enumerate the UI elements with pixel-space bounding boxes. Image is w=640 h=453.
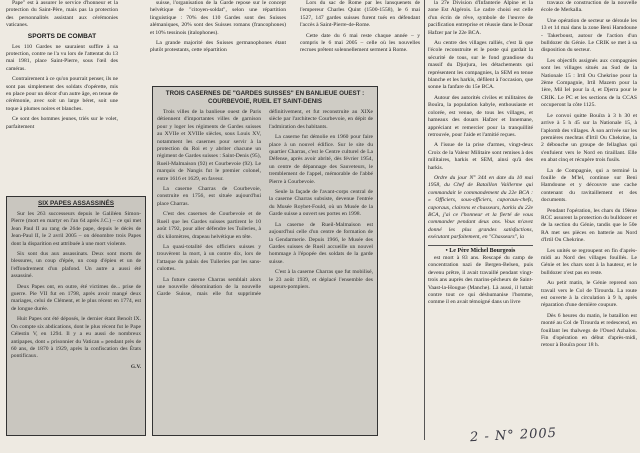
box-text: Seule la façade de l'avant-corps central de la caserne Charras subsiste, devenue l'entrée du Musée Roybet-Fould, où un Musée de la Garde suisse a ouvert ses portes en 1998.: [269, 189, 373, 218]
signature-initials: G.V.: [130, 363, 141, 370]
subheading-sports-de-combat: SPORTS DE COMBAT: [27, 32, 97, 40]
article-text: Au petit matin, le Génie reprend son travail vers le Col de Tirourda. La route est ouverte à la circulation à 9 h, après réparation d'une dernière coupure.: [541, 280, 637, 309]
box-text: C'est des casernes de Courbevoie et de Rueil que les Gardes suisses partirent le 10 août 1792, pour aller défendre les Tuileries, à dix kilomètres, drapeau helvétique en tête.: [157, 211, 261, 240]
article-text: Les 110 Gardes ne sauraient suffire à sa protection, contre ne l'a vu lors de l'attentat du 13 mai 1981, place Saint-Pierre, sous l'œil des caméras.: [6, 43, 118, 72]
box-title: SIX PAPES ASSASSINÉS: [37, 200, 114, 207]
order-of-day-quote: Ordre du jour N° 344 en date du 10 mai 1958, du Chef de Bataillon Vaillerme qui commandait le commandement du 22e BCA : « Officiers, sous-officiers, caporaux-chefs, caporaux, clairons et chasseurs, harkis du 22e BCA, j'ai ce l'honneur et la fierté de vous commander pendant deux ans. Vous m'avez donné les plus grandes satisfactions, exécutant parfaitement, en "Chasseurs", la: [428, 174, 533, 241]
article-text: est mort à 83 ans. Rescapé du camp de concentration nazi de Bergen-Belsen, puis devenu prêtre, il avait travaillé pendant vingt-trois ans auprès des marins-pêcheurs de Saint-Vaast-la-Hougue (Manche). Là aussi, il luttait contre tout ce qui déshumanise l'homme, comme il en avait témoigné dans un livre: [428, 255, 533, 306]
article-text: Le convoi quitte Bouïra à 3 h 30 et arrive à 5 h 45 sur la Nationale 15, à l'aplomb des villages. À son arrivée sur les premières mechtas d'Irtil Ou Chekrine, la 2 débouche un groupe de fellaghas qui s'enfuient vers le Nord en tiraillant. Elle en abat cinq et récupère trois fusils.: [541, 112, 637, 164]
article-text: Cette date du 6 mai reste chaque année – y compris le 6 mai 2005 – celle où les nouvelles recrues prêtent solennellement serment à Rome.: [300, 32, 420, 54]
box-text: La caserne fut démolie en 1960 pour faire place à un nouvel édifice. Sur le site du quartier Charras, c'est le Centre culturel de La Défense, après avoir abrité, dès février 1954, un centre de dépannage des Sauveteurs, le tremblement de l'appel, mémorable de l'abbé Pierre à Courbevoie.: [269, 134, 373, 185]
article-text: Dès 6 heures du matin, le bataillon est monté au Col de Tirourda et redescend, en fouillant les thalwegs de l'Oued Azhalou. Fin d'opération en début d'après-midi, retour à Bouïra pour 18 h.: [541, 312, 637, 349]
box-text: Six sont dus aux assassinats. Deux sont morts de blessures, un coup d'épée, un coup d'épieu et un de l'effondrement d'un plafond. Un autre a aussi été assassiné.: [11, 251, 141, 280]
article-text: Lors du sac de Rome par les lansquenets de l'empereur Charles Quint (1500-1558), le 6 mai 1527, 147 gardes suisses furent tués en défendant l'accès à Saint-Pierre-de-Rome.: [300, 0, 420, 29]
article-text: Contrairement à ce qu'on pourrait penser, ils ne sont pas simplement des soldats d'opérette, mis en place pour un décor d'un autre âge, en tenue de cérémonie, avec soit un large béret, soit une toque à plumes noires et blanches.: [6, 76, 118, 112]
article-text: La grande majorité des Suisses germanophones étant plutôt protestants, cette répartition: [150, 40, 286, 54]
column-3: [300, 0, 420, 84]
article-text: A l'issue de la prise d'armes, vingt-deux Croix de la Valeur Militaire sont remises à des militaires, harkis et SEM, ainsi qu'à des harkis.: [428, 142, 533, 171]
article-text: Autour des autorités civiles et militaires de Bouïra, la population kabyle, enthousiaste et colorée, est venue, de tous les villages, et hameaux des douars Hafzer et Innemane, appréciant et remercier pour la tranquillité retrouvée, pour l'aide et l'amitié reçues.: [428, 94, 533, 138]
sidebar-box-six-papes: [6, 196, 146, 436]
box-text: La quasi-totalité des officiers suisses y trouvèrent la mort, à un contre dix, lors de l'attaque du palais des Tuileries par les sans-culottes.: [157, 243, 261, 273]
article-text: La 4e Compagnie, qui a terminé la fouille de M'lel, continue sur Beni Hamdoune et y découvre une cache contenant du ravitaillement et des documents.: [541, 167, 637, 204]
box-columns: [157, 109, 373, 299]
handwritten-annotation: 2 - N° 2005: [469, 425, 558, 446]
section-divider: [428, 245, 533, 246]
article-text: Ce sont des hommes jeunes, triés sur le volet, parfaitement: [6, 116, 118, 130]
box-text: La caserne Charras de Courbevoie, construite en 1756, est située aujourd'hui place Charras.: [157, 186, 261, 207]
box-text: Huit Papes ont été déposés, le dernier étant Benoît IX. On compte six abdications, dont le plus récent fut le Pape Célestin V, en 1294. Il y a eu aussi de nombreux antipapes, dont « prisonnier du Vatican » pendant près de 60 ans, de 1870 à 1929, après la confiscation des États pontificaux.: [11, 316, 141, 360]
article-text: Pendant l'opération, les chars du 19ème RCC assurent la protection du bulldozer et de la section du Génie, tandis que le 50e RA met ses pièces en batterie au Nord d'Irtil Ou Chekrine.: [541, 207, 637, 244]
article-text: Une opération de secteur se déroule les 13 et 14 mai dans la zone Beni Hamdoune - Takerboust, autour de l'action d'un bulldozer du Génie. Le CRIK se met à sa disposition du secteur.: [541, 17, 637, 54]
article-text: Au centre des villages ralliés, c'est là que l'école reconstruite et le poste qui gardait la sécurité de tous, sur le fond grandiose du massif du Djurjura, les détachements qui représentent les compagnies, la SEM en tenue blanche et les harkis, défilent à l'occasion, que sonne la fanfare du 15e BCA.: [428, 40, 533, 91]
box-text: Trois villes de la banlieue ouest de Paris détiennent d'importantes villes de garnison pour y loger les régiments de Gardes suisses au XVIIe et XVIIIe siècles, sous Louis XV, notamment les casernes pour servir à la protection du Roi et y abriter chacune un régiment de Gardes suisses : Saint-Denis (95), Rueil-Malmaison (92) et Courbevoie (92). Le marquis de Nangis fut le premier colonel, entre 1616 et 1629, en faveur.: [157, 109, 261, 182]
article-text: la 27e Division d'Infanterie Alpine et la zone Est Algérois. Le cadre choisi est celle d'un écrin de rêve, symbole de l'œuvre de pacification entreprise et réussie dans le Douar Hafzer par le 22e BCA.: [428, 0, 533, 36]
box-text: C'est à la caserne Charras que fut mobilisé, le 23 août 1939, et déplacé l'ensemble des sapeurs-pompiers.: [269, 269, 373, 290]
box-text: Sur les 263 successeurs depuis le Galiléen Simon-Pierre (mort en martyr en l'an 64 après J.C.) – ce qui met Jean Paul II au rang de 264e pape, depuis le décès de Jean-Paul II, le 2 avril 2005 – on dénombre trois Papes dont la disparition est attribuée à une mort violente.: [11, 211, 141, 247]
sidebar-box-trois-casernes: [152, 86, 378, 436]
obituary-heading: • Le Père Michel Bourgeois: [445, 247, 516, 254]
article-text: suisse, l'organisation de la Garde repose sur le concept helvétique de "citoyen-soldat", selon une répartition linguistique : 70% des 110 Gardes sont des Suisses alémaniques, 20% sont des Suisses romans (francophones) et 10% tessinois (italophones).: [150, 0, 286, 36]
column-divider: [424, 0, 425, 440]
box-text: La future caserne Charras semblait alors une nouvelle dénomination de la nouvelle Garde Suisse, mais elle fut supprimée définitivement, et fut reconstruite au XIXe siècle par l'architecte Courbevoie, en dépit de l'admiration des habitants.: [157, 109, 373, 298]
column-5: [541, 0, 637, 425]
article-text: Pape" est à assurer le service d'honneur et la protection du Saint-Père, mais pas la protection des personnalités assistant aux cérémonies vaticanes.: [6, 0, 118, 29]
column-2: [150, 0, 286, 90]
article-text: Les unités se regroupent en fin d'après-midi au Nord des villages fouillés. Le Génie et les chars sont à la hauteur, et le bulldozer n'est pas en reste.: [541, 247, 637, 276]
box-text: Deux Papes ont, en outre, été victimes de... prise de guerre. Pie VII fut en 1798, après avoir mangé deux mariages, celui de Clément, et le plus récent en 1774, est de longue durée.: [11, 283, 141, 312]
article-text: Les objectifs assignés aux compagnies sont les villages situés au Sud de la Nationale 15 : Irtil Ou Chekrine pour la 2ème Compagnie, Irtil Mazem pour la 1ère, Mil Iel pour la 4, et Djerra pour le CRIK. Le PC et les sections de la CCAS occuperont la côte 1125.: [541, 57, 637, 109]
article-text: travaux de construction de la nouvelle école de Merkalla.: [541, 0, 637, 14]
box-title: TROIS CASERNES DE "GARDES SUISSES" EN BANLIEUE OUEST : COURBEVOIE, RUEIL ET SAINT-DENIS: [165, 90, 365, 105]
box-text: La caserne de Rueil-Malmaison est aujourd'hui celle d'un centre de formation de la Gendarmerie. Depuis 1966, le Musée des Gardes suisses de Rueil accueille un nouvel hommage à l'épopée des soldats de la garde suisse.: [269, 221, 373, 265]
column-4: [428, 0, 533, 440]
